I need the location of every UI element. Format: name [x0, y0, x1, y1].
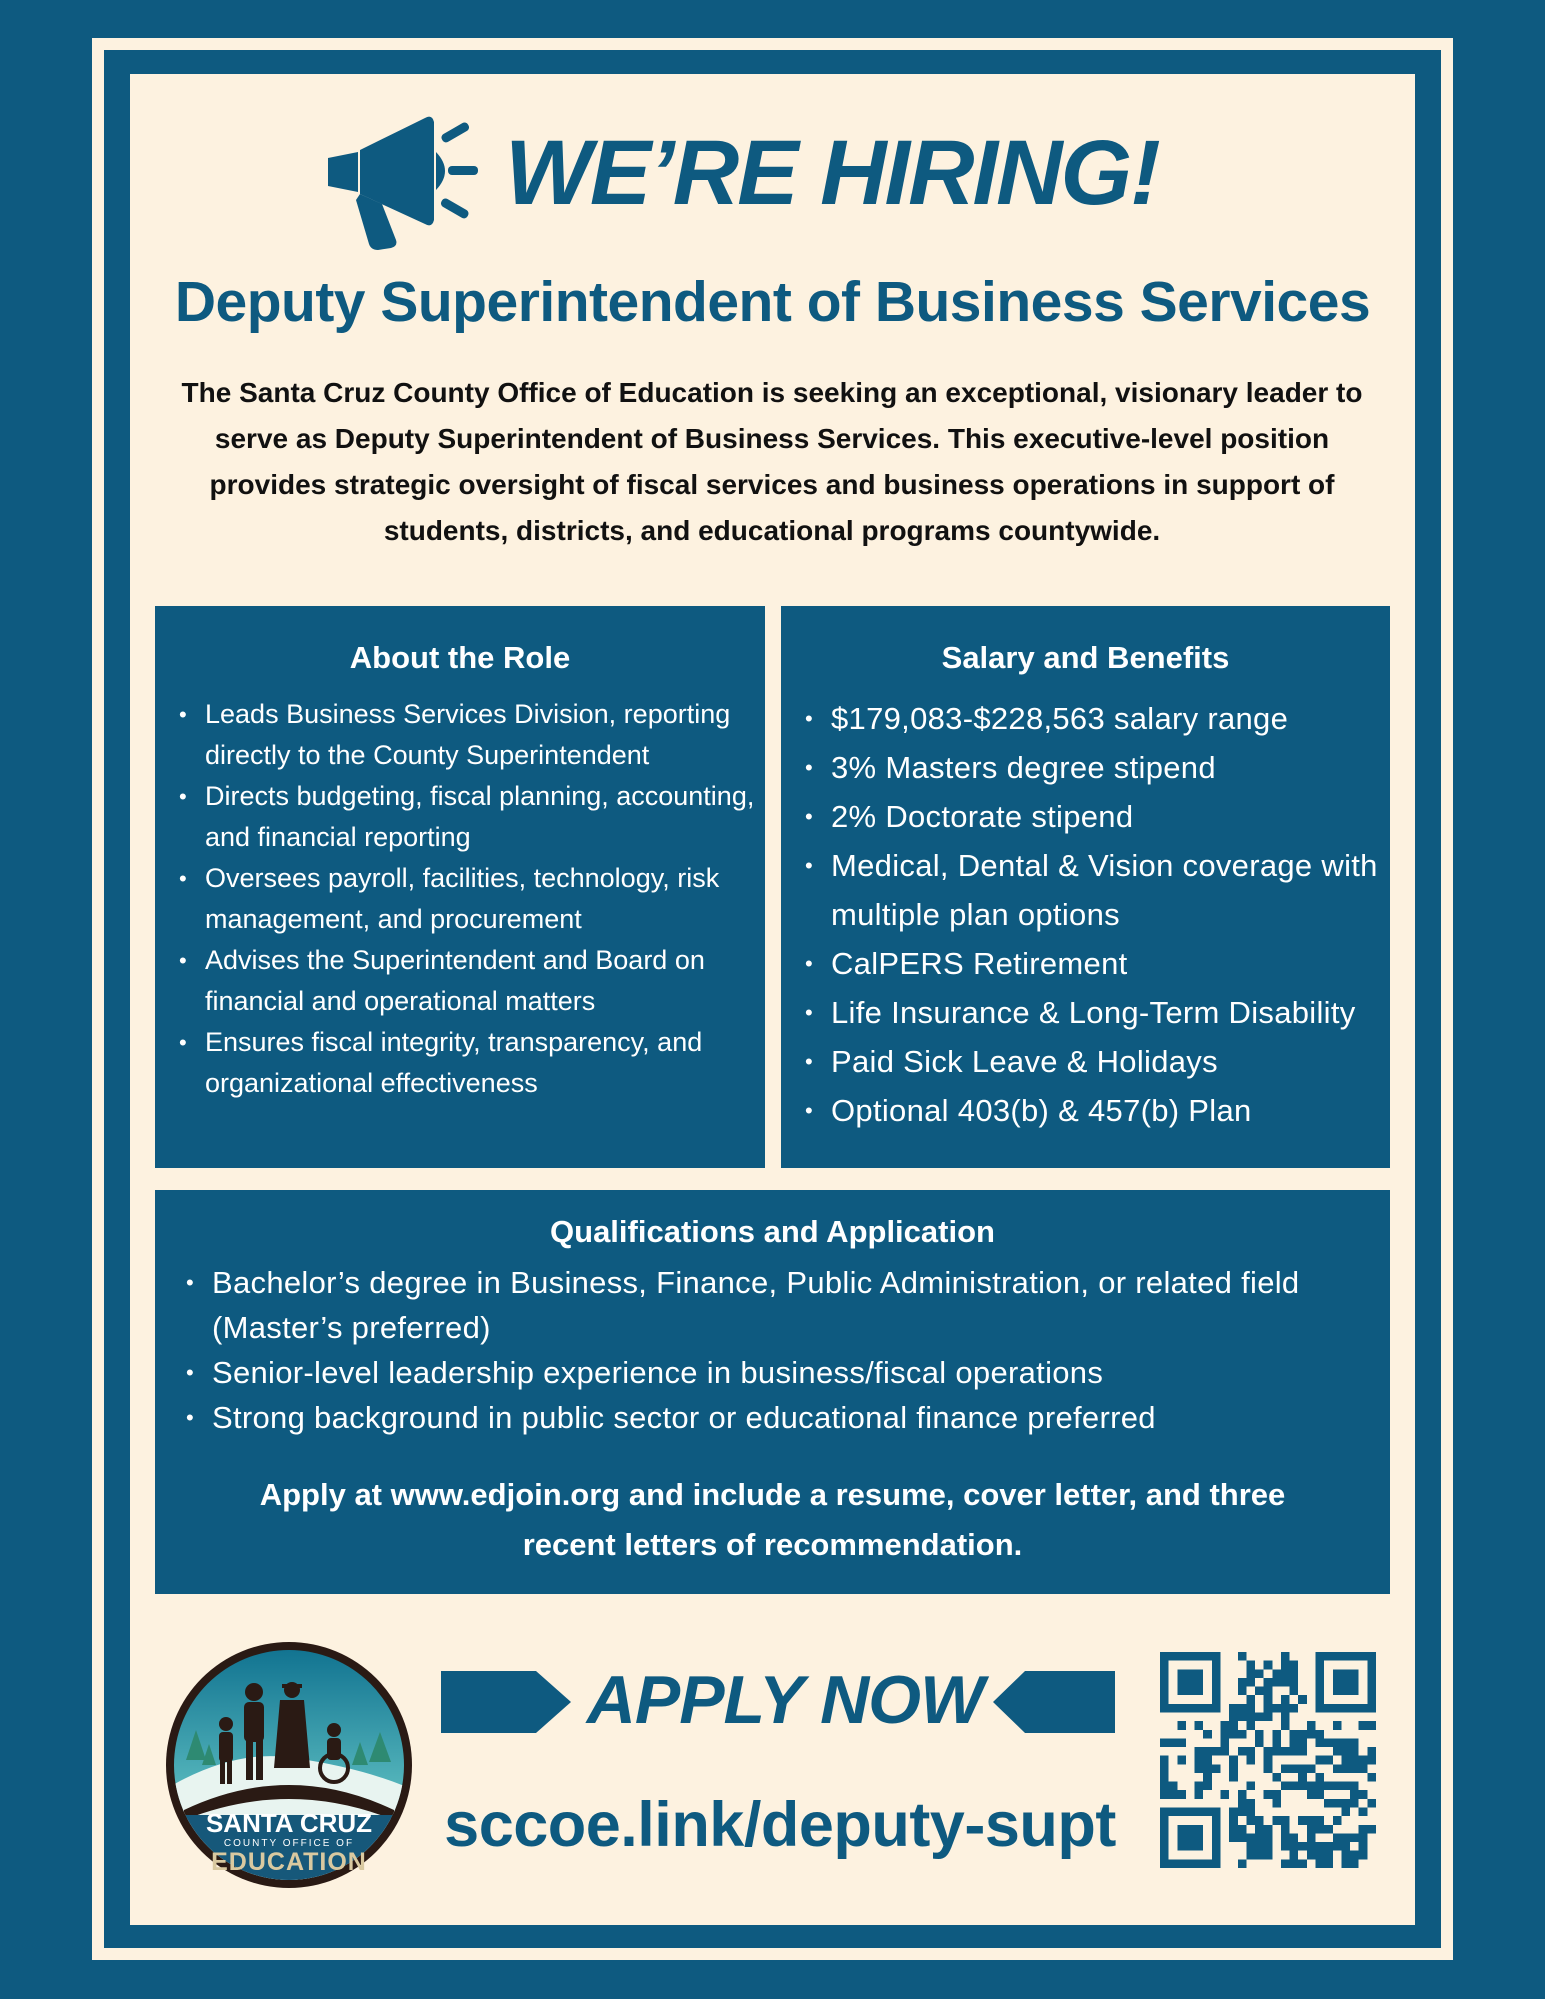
salary-benefits-panel: [781, 606, 1390, 1168]
apply-link[interactable]: sccoe.link/deputy-supt: [444, 1790, 1116, 1860]
megaphone-icon: [320, 100, 480, 250]
list-item: • $179,083-$228,563 salary range: [799, 694, 1382, 743]
qualifications-list: [180, 1260, 1390, 1440]
list-item: • 3% Masters degree stipend: [799, 743, 1382, 792]
arrow-right-icon: [441, 1671, 571, 1733]
list-item: • Bachelor’s degree in Business, Finance, Public Administration, or related field (Master’s preferred): [180, 1260, 1390, 1350]
hiring-title: WE’RE HIRING!: [505, 122, 1159, 224]
list-item: • Oversees payroll, facilities, technology, risk management, and procurement: [173, 858, 757, 940]
list-item: • Advises the Superintendent and Board on financial and operational matters: [173, 940, 757, 1022]
list-item: • Leads Business Services Division, reporting directly to the County Superintendent: [173, 694, 757, 776]
list-item: • Medical, Dental & Vision coverage with multiple plan options: [799, 841, 1382, 939]
list-item: • Strong background in public sector or educational finance preferred: [180, 1395, 1390, 1440]
about-role-panel: [155, 606, 765, 1168]
logo-text-line1: SANTA CRUZ: [205, 1808, 373, 1838]
apply-now-heading: APPLY NOW: [586, 1662, 984, 1738]
list-item: • Directs budgeting, fiscal planning, accounting, and financial reporting: [173, 776, 757, 858]
list-item: • Optional 403(b) & 457(b) Plan: [799, 1086, 1382, 1135]
qualifications-heading: Qualifications and Application: [550, 1214, 995, 1249]
logo-text-line3: EDUCATION: [211, 1848, 367, 1876]
logo-text-line2: COUNTY OFFICE OF: [223, 1838, 355, 1849]
list-item: • Ensures fiscal integrity, transparency, and organizational effectiveness: [173, 1022, 757, 1104]
intro-paragraph: The Santa Cruz County Office of Education is seeking an exceptional, visionary leader to serve as Deputy Superintendent of Business Services. This executive-level position provides strategic oversight of fiscal services and business operations in support of students, districts, and educational programs countywide.: [181, 377, 1363, 546]
salary-heading: Salary and Benefits: [941, 640, 1230, 675]
job-title: Deputy Superintendent of Business Services: [174, 270, 1371, 334]
about-role-heading: About the Role: [349, 640, 571, 675]
about-role-list: [173, 694, 757, 1104]
arrow-left-icon: [993, 1671, 1115, 1733]
list-item: • Life Insurance & Long-Term Disability: [799, 988, 1382, 1037]
application-instructions: Apply at www.edjoin.org and include a resume, cover letter, and three recent letters of recommendation.: [259, 1477, 1286, 1562]
qr-code[interactable]: [1160, 1652, 1376, 1868]
list-item: • Paid Sick Leave & Holidays: [799, 1037, 1382, 1086]
list-item: • Senior-level leadership experience in business/fiscal operations: [180, 1350, 1390, 1395]
list-item: • 2% Doctorate stipend: [799, 792, 1382, 841]
list-item: • CalPERS Retirement: [799, 939, 1382, 988]
qualifications-panel: [155, 1190, 1390, 1594]
sccoe-logo: [164, 1640, 414, 1890]
hiring-header: [320, 100, 1220, 250]
salary-list: [799, 694, 1382, 1135]
